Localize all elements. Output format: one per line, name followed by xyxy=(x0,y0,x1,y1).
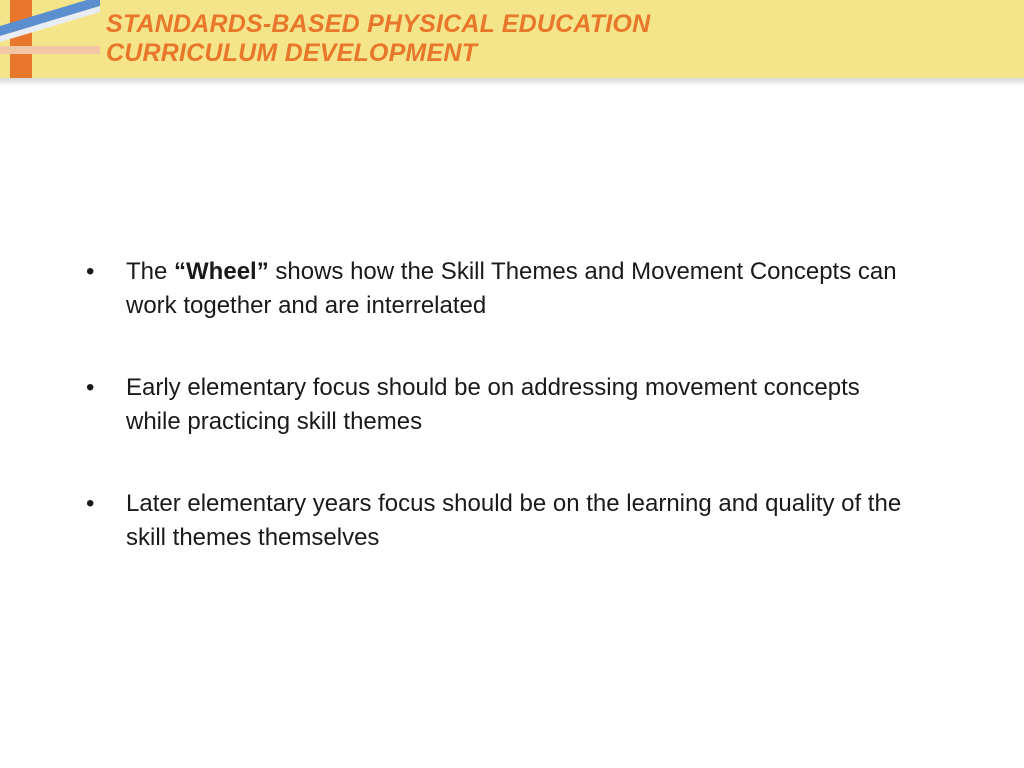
bullet-text: Early elementary focus should be on addressing movement concepts while practicing skill themes xyxy=(126,374,860,435)
page-title-line-1: STANDARDS-BASED PHYSICAL EDUCATION xyxy=(106,10,651,38)
page-title xyxy=(106,10,650,68)
header-shadow xyxy=(0,78,1024,86)
page-title-line-2: CURRICULUM DEVELOPMENT xyxy=(106,39,478,67)
striped-bars-logo-icon xyxy=(0,0,100,78)
bullet-text-prefix: The xyxy=(126,258,175,285)
bullet-list xyxy=(86,255,906,603)
wheel-emphasis: “Wheel” xyxy=(174,258,269,285)
bullet-text: Later elementary years focus should be on the learning and quality of the skill themes themselves xyxy=(126,490,902,551)
bullet-item-wheel xyxy=(86,255,906,323)
header-banner xyxy=(0,0,1024,78)
bullet-text-rest: shows how the Skill Themes and Movement Concepts can work together and are interrelated xyxy=(126,258,897,319)
bullet-item-later-elementary xyxy=(86,487,906,555)
bullet-item-early-elementary xyxy=(86,371,906,439)
